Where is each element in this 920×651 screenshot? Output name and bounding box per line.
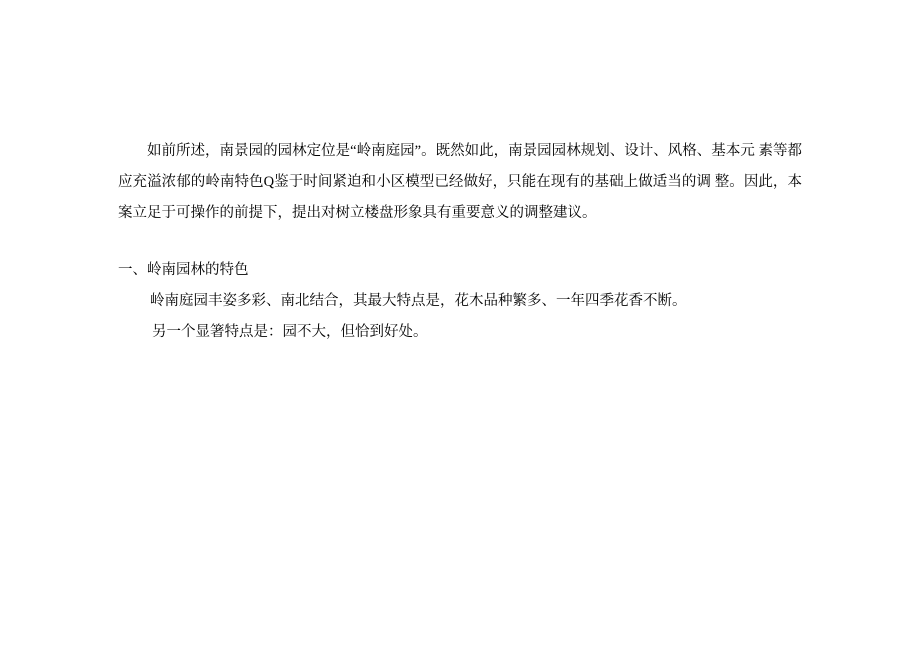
- document-body: [118, 136, 802, 348]
- section-line-1: 岭南庭园丰姿多彩、南北结合，其最大特点是，花木品种繁多、一年四季花香不断。: [150, 293, 687, 309]
- paragraph-spacer: [118, 229, 802, 255]
- section-line-2: 另一个显箸特点是：园不大，但恰到好处。: [152, 324, 428, 340]
- section-heading: 一、岭南园林的特色: [118, 262, 249, 278]
- paragraph-intro: 如前所述，南景园的园林定位是“岭南庭园”。既然如此，南景园园林规划、设计、风格、基本元 素等都应充溢浓郁的岭南特色Q鉴于时间紧迫和小区模型已经做好，只能在现有的基础上做适当的调 整。因此，本案立足于可操作的前提下，提出对树立楼盘形象具有重要意义的调整建议。: [118, 143, 802, 221]
